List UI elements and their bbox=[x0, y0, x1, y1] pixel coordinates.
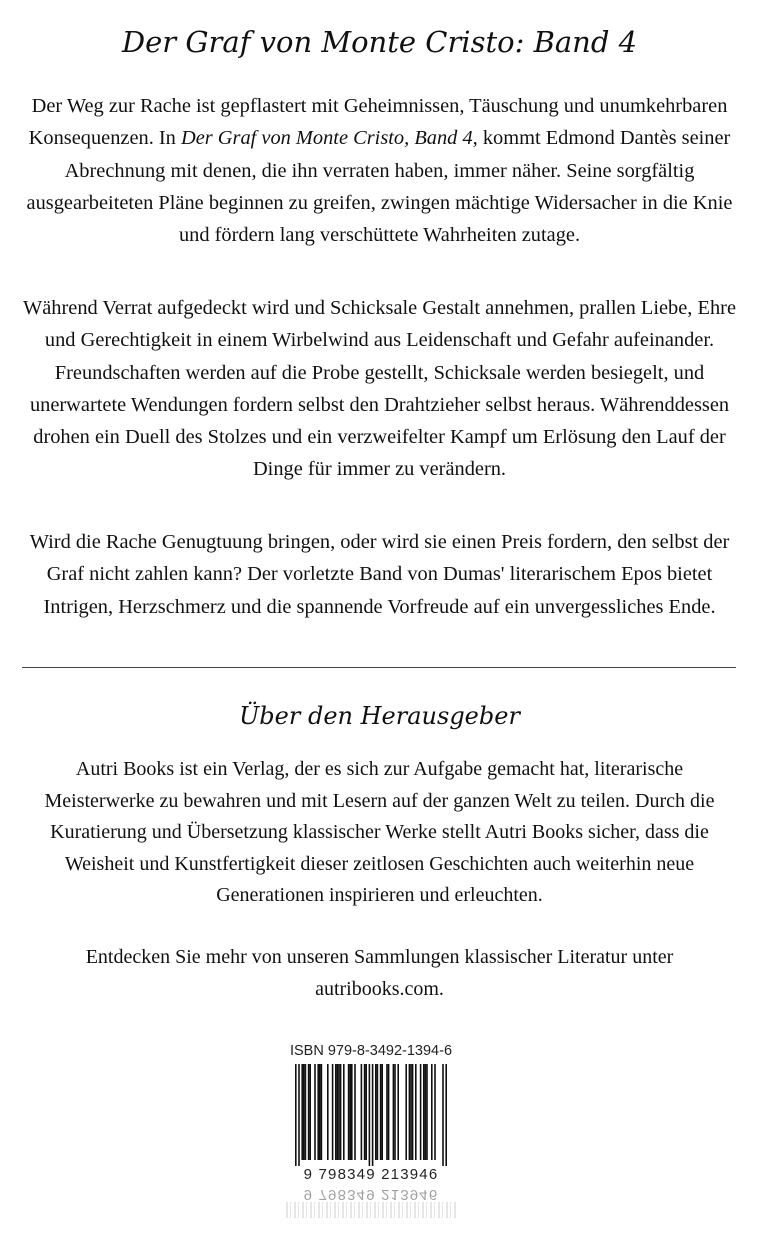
barcode-reflection-bars bbox=[286, 1202, 456, 1218]
barcode-bar bbox=[337, 1064, 339, 1160]
barcode-bar bbox=[405, 1064, 407, 1160]
barcode-bar bbox=[340, 1064, 342, 1160]
barcode-bar bbox=[301, 1064, 303, 1160]
barcode-bar bbox=[409, 1064, 411, 1160]
description-text: Der Weg zur Rache ist gepflastert mit Geheimnissen, Täuschung und unumkehrbaren Konsequenzen. In bbox=[28, 95, 728, 150]
barcode-bar bbox=[426, 1064, 428, 1160]
barcode-bar bbox=[425, 1064, 427, 1160]
description-italic-title: Der Graf von Monte Cristo, Band 4 bbox=[180, 127, 473, 150]
barcode-bar bbox=[445, 1064, 447, 1166]
barcode-bar bbox=[319, 1064, 321, 1160]
barcode-bar bbox=[377, 1064, 379, 1160]
publisher-heading: Über den Herausgeber bbox=[239, 702, 520, 730]
book-title: Der Graf von Monte Cristo: Band 4 bbox=[121, 25, 638, 59]
barcode-bar bbox=[375, 1064, 377, 1160]
barcode-bar bbox=[423, 1064, 425, 1160]
barcode-bar bbox=[380, 1064, 382, 1160]
barcode-bar bbox=[372, 1064, 374, 1166]
barcode-reflection bbox=[286, 1186, 456, 1218]
isbn-label: ISBN 979-8-3492-1394-6 bbox=[289, 1043, 453, 1059]
isbn-barcode-block bbox=[286, 1042, 456, 1197]
barcode-bar bbox=[364, 1064, 366, 1160]
barcode-bar bbox=[365, 1064, 367, 1160]
section-divider bbox=[22, 667, 736, 668]
barcode-bar bbox=[305, 1064, 307, 1160]
barcode-bar bbox=[369, 1064, 371, 1166]
description-paragraph-3: Wird die Rache Genugtuung bringen, oder wird sie einen Preis fordern, den selbst der Graf nicht zahlen kann? Der vorletzte Band von Dumas' literarischem Epos bietet Intrigen, Herzschmerz und die spannende Vorfreude auf ein unvergessliches Ende. bbox=[29, 531, 730, 618]
barcode-bar bbox=[348, 1064, 350, 1160]
barcode-bar bbox=[308, 1064, 310, 1160]
barcode-bar bbox=[397, 1064, 399, 1160]
barcode-bar bbox=[388, 1064, 390, 1160]
barcode-bar bbox=[317, 1064, 319, 1160]
barcode-bar bbox=[338, 1064, 340, 1160]
barcode-reflection-digits: 9 798349 213946 bbox=[303, 1186, 439, 1203]
description-paragraph-2: Während Verrat aufgedeckt wird und Schicksale Gestalt annehmen, prallen Liebe, Ehre und Gerechtigkeit in einem Wirbelwind aus Leidenschaft und Gefahr aufeinander. Freundschaften werden auf die Probe gestellt, Schicksale werden besiegelt, und unerwartete Wendungen fordern selbst den Drahtzieher selbst heraus. Währenddessen drohen ein Duell des Stolzes und ein verzweifelter Kampf um Erlösung den Lauf der Dinge für immer zu verändern. bbox=[22, 297, 736, 481]
barcode-bar bbox=[393, 1064, 395, 1160]
barcode-bar bbox=[412, 1064, 414, 1160]
barcode-digits: 9 798349 213946 bbox=[303, 1166, 439, 1183]
barcode-bar bbox=[431, 1064, 433, 1160]
barcode-bar bbox=[361, 1064, 363, 1160]
barcode-bar bbox=[381, 1064, 383, 1160]
barcode-bar bbox=[303, 1064, 305, 1160]
barcode-bar bbox=[420, 1064, 422, 1160]
barcode-bar bbox=[321, 1064, 323, 1160]
barcode-bar bbox=[354, 1064, 356, 1160]
barcode-image bbox=[286, 1064, 456, 1166]
barcode-bar bbox=[434, 1064, 436, 1160]
publisher-paragraph: Autri Books ist ein Verlag, der es sich zur Aufgabe gemacht hat, literarische Meisterwerke zu bewahren und mit Lesern auf der ganzen Welt zu teilen. Durch die Kuratierung und Übersetzung klassischer Werke stellt Autri Books sicher, dass die Weisheit und Kunstfertigkeit dieser zeitlosen Geschichten auch weiterhin neue Generationen inspirieren und erleuchten. bbox=[44, 758, 715, 906]
barcode-bar bbox=[309, 1064, 311, 1160]
barcode-bar bbox=[343, 1064, 345, 1160]
barcode-bar bbox=[394, 1064, 396, 1160]
barcode-bar bbox=[332, 1064, 334, 1160]
barcode-bar bbox=[415, 1064, 417, 1160]
barcode-bar bbox=[386, 1064, 388, 1160]
barcode-bar bbox=[410, 1064, 412, 1160]
barcode-bar bbox=[327, 1064, 329, 1160]
barcode-bar bbox=[295, 1064, 297, 1166]
barcode-bar bbox=[351, 1064, 353, 1160]
description-text: , kommt Edmond Dantès seiner Abrechnung mit denen, die ihn verraten haben, immer näher. Seine sorgfältig ausgearbeiteten Pläne beginnen zu greifen, zwingen mächtige Widersacher in die Knie und fördern lang verschüttete Wahrheiten zutage. bbox=[26, 127, 733, 247]
description-paragraph-1 bbox=[20, 90, 739, 251]
barcode-bar bbox=[314, 1064, 316, 1160]
barcode-bar bbox=[442, 1064, 444, 1166]
barcode-bar bbox=[335, 1064, 337, 1160]
barcode-bar bbox=[349, 1064, 351, 1160]
publisher-website-paragraph: Entdecken Sie mehr von unseren Sammlungen klassischer Literatur unter autribooks.com. bbox=[85, 946, 674, 1000]
barcode-bar bbox=[298, 1064, 300, 1166]
